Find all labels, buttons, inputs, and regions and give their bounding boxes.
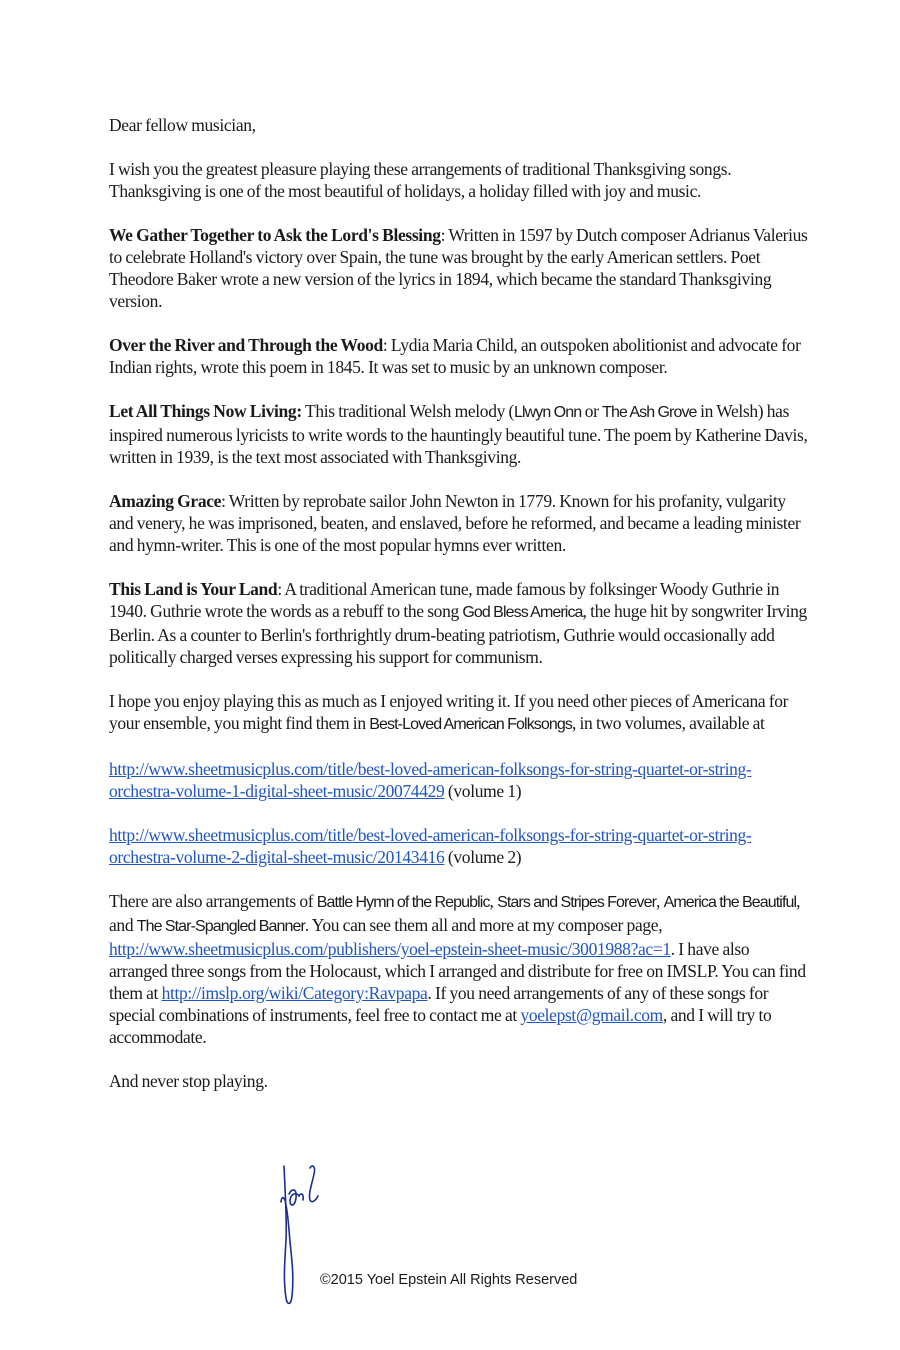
song-this-land: This Land is Your Land: A traditional American tune, made famous by folksinger Woody Guthrie in 1940. Guthrie wrote the words as a rebuff to the song God Bless America, the huge hit by songwriter Irving Berlin. As a counter to Berlin's forthrightly drum-beating patriotism, Guthrie would occasionally add politically charged verses expressing his support for communism. (109, 579, 807, 667)
song-amazing-grace (109, 490, 809, 556)
title-star-spangled-banner: The Star-Spangled Banner (136, 918, 305, 935)
alt-title-llwyn-onn: Llwyn Onn (514, 404, 582, 421)
imslp-link[interactable]: http://imslp.org/wiki/Category:Ravpapa (161, 983, 428, 1003)
volume-2-line: http://www.sheetmusicplus.com/title/best-loved-american-folksongs-for-string-quartet-or-string-orchestra-volume-2-digital-sheet-music/20143416 (volume 2) (109, 825, 752, 867)
email-link[interactable]: yoelepst@gmail.com (520, 1005, 663, 1025)
song-description: : Lydia Maria Child, an outspoken abolitionist and advocate for Indian rights, wrote this poem in 1845. It was set to music by an unknown composer. (109, 335, 801, 377)
composer-page-link[interactable]: http://www.sheetmusicplus.com/publishers/yoel-epstein-sheet-music/3001988?ac=1 (109, 939, 671, 959)
volume-1-line: http://www.sheetmusicplus.com/title/best-loved-american-folksongs-for-string-quartet-or-string-orchestra-volume-1-digital-sheet-music/20074429 (volume 1) (109, 759, 752, 801)
volume-1-link[interactable]: http://www.sheetmusicplus.com/title/best-loved-american-folksongs-for-string-quartet-or-string-orchestra-volume-1-digital-sheet-music/20074429 (109, 759, 752, 801)
song-reference: God Bless America (462, 604, 583, 621)
song-title: Amazing Grace (109, 491, 222, 511)
song-title: We Gather Together to Ask the Lord's Blessing (109, 225, 441, 245)
intro-paragraph: I wish you the greatest pleasure playing these arrangements of traditional Thanksgiving songs. Thanksgiving is one of the most beautiful of holidays, a holiday filled with joy and music. (109, 159, 732, 201)
song-description: : Written in 1597 by Dutch composer Adrianus Valerius to celebrate Holland's victory over Spain, the tune was brought by the early American settlers. Poet Theodore Baker wrote a new version of the lyrics in 1894, which became the standard Thanksgiving version. (109, 225, 808, 311)
song-let-all-things-now-living: Let All Things Now Living: This traditional Welsh melody (Llwyn Onn or The Ash Grove in Welsh) has inspired numerous lyricists to write words to the hauntingly beautiful tune. The poem by Katherine Davis, written in 1939, is the text most associated with Thanksgiving. (109, 401, 808, 467)
song-over-the-river (109, 334, 809, 378)
signoff: And never stop playing. (109, 1071, 268, 1091)
copyright-footer: ©2015 Yoel Epstein All Rights Reserved (320, 1272, 578, 1288)
volume-2-link[interactable]: http://www.sheetmusicplus.com/title/best-loved-american-folksongs-for-string-quartet-or-string-orchestra-volume-2-digital-sheet-music/20143416 (109, 825, 752, 867)
book-title: Best-Loved American Folksongs (369, 716, 572, 733)
song-title: Over the River and Through the Wood (109, 335, 383, 355)
title-america-the-beautiful: America the Beautiful (663, 894, 797, 911)
song-we-gather-together (109, 224, 809, 312)
song-title: Let All Things Now Living: (109, 401, 302, 421)
title-battle-hymn: Battle Hymn of the Republic (316, 894, 490, 911)
closing-paragraph: There are also arrangements of Battle Hymn of the Republic, Stars and Stripes Forever, America the Beautiful, and The Star-Spangled Banner. You can see them all and more at my composer page, http://www.sheetmusicplus.com/publishers/yoel-epstein-sheet-music/3001988?ac=1. I have also arranged three songs from the Holocaust, which I arranged and distribute for free on IMSLP. You can find them at http://imslp.org/wiki/Category:Ravpapa. If you need arrangements of any of these songs for special combinations of instruments, feel free to contact me at yoelepst@gmail.com, and I will try to accommodate. (109, 891, 806, 1047)
alt-title-ash-grove: The Ash Grove (602, 404, 697, 421)
song-description: : Written by reprobate sailor John Newton in 1779. Known for his profanity, vulgarity and venery, he was imprisoned, beaten, and enslaved, before he reformed, and became a leading minister and hymn-writer. This is one of the most popular hymns ever written. (109, 491, 801, 555)
hope-paragraph: I hope you enjoy playing this as much as I enjoyed writing it. If you need other pieces of Americana for your ensemble, you might find them in Best-Loved American Folksongs, in two volumes, available at (109, 691, 789, 733)
title-stars-and-stripes: Stars and Stripes Forever (497, 894, 657, 911)
song-title: This Land is Your Land (109, 579, 278, 599)
letter-body (109, 114, 809, 1114)
greeting: Dear fellow musician, (109, 115, 256, 135)
